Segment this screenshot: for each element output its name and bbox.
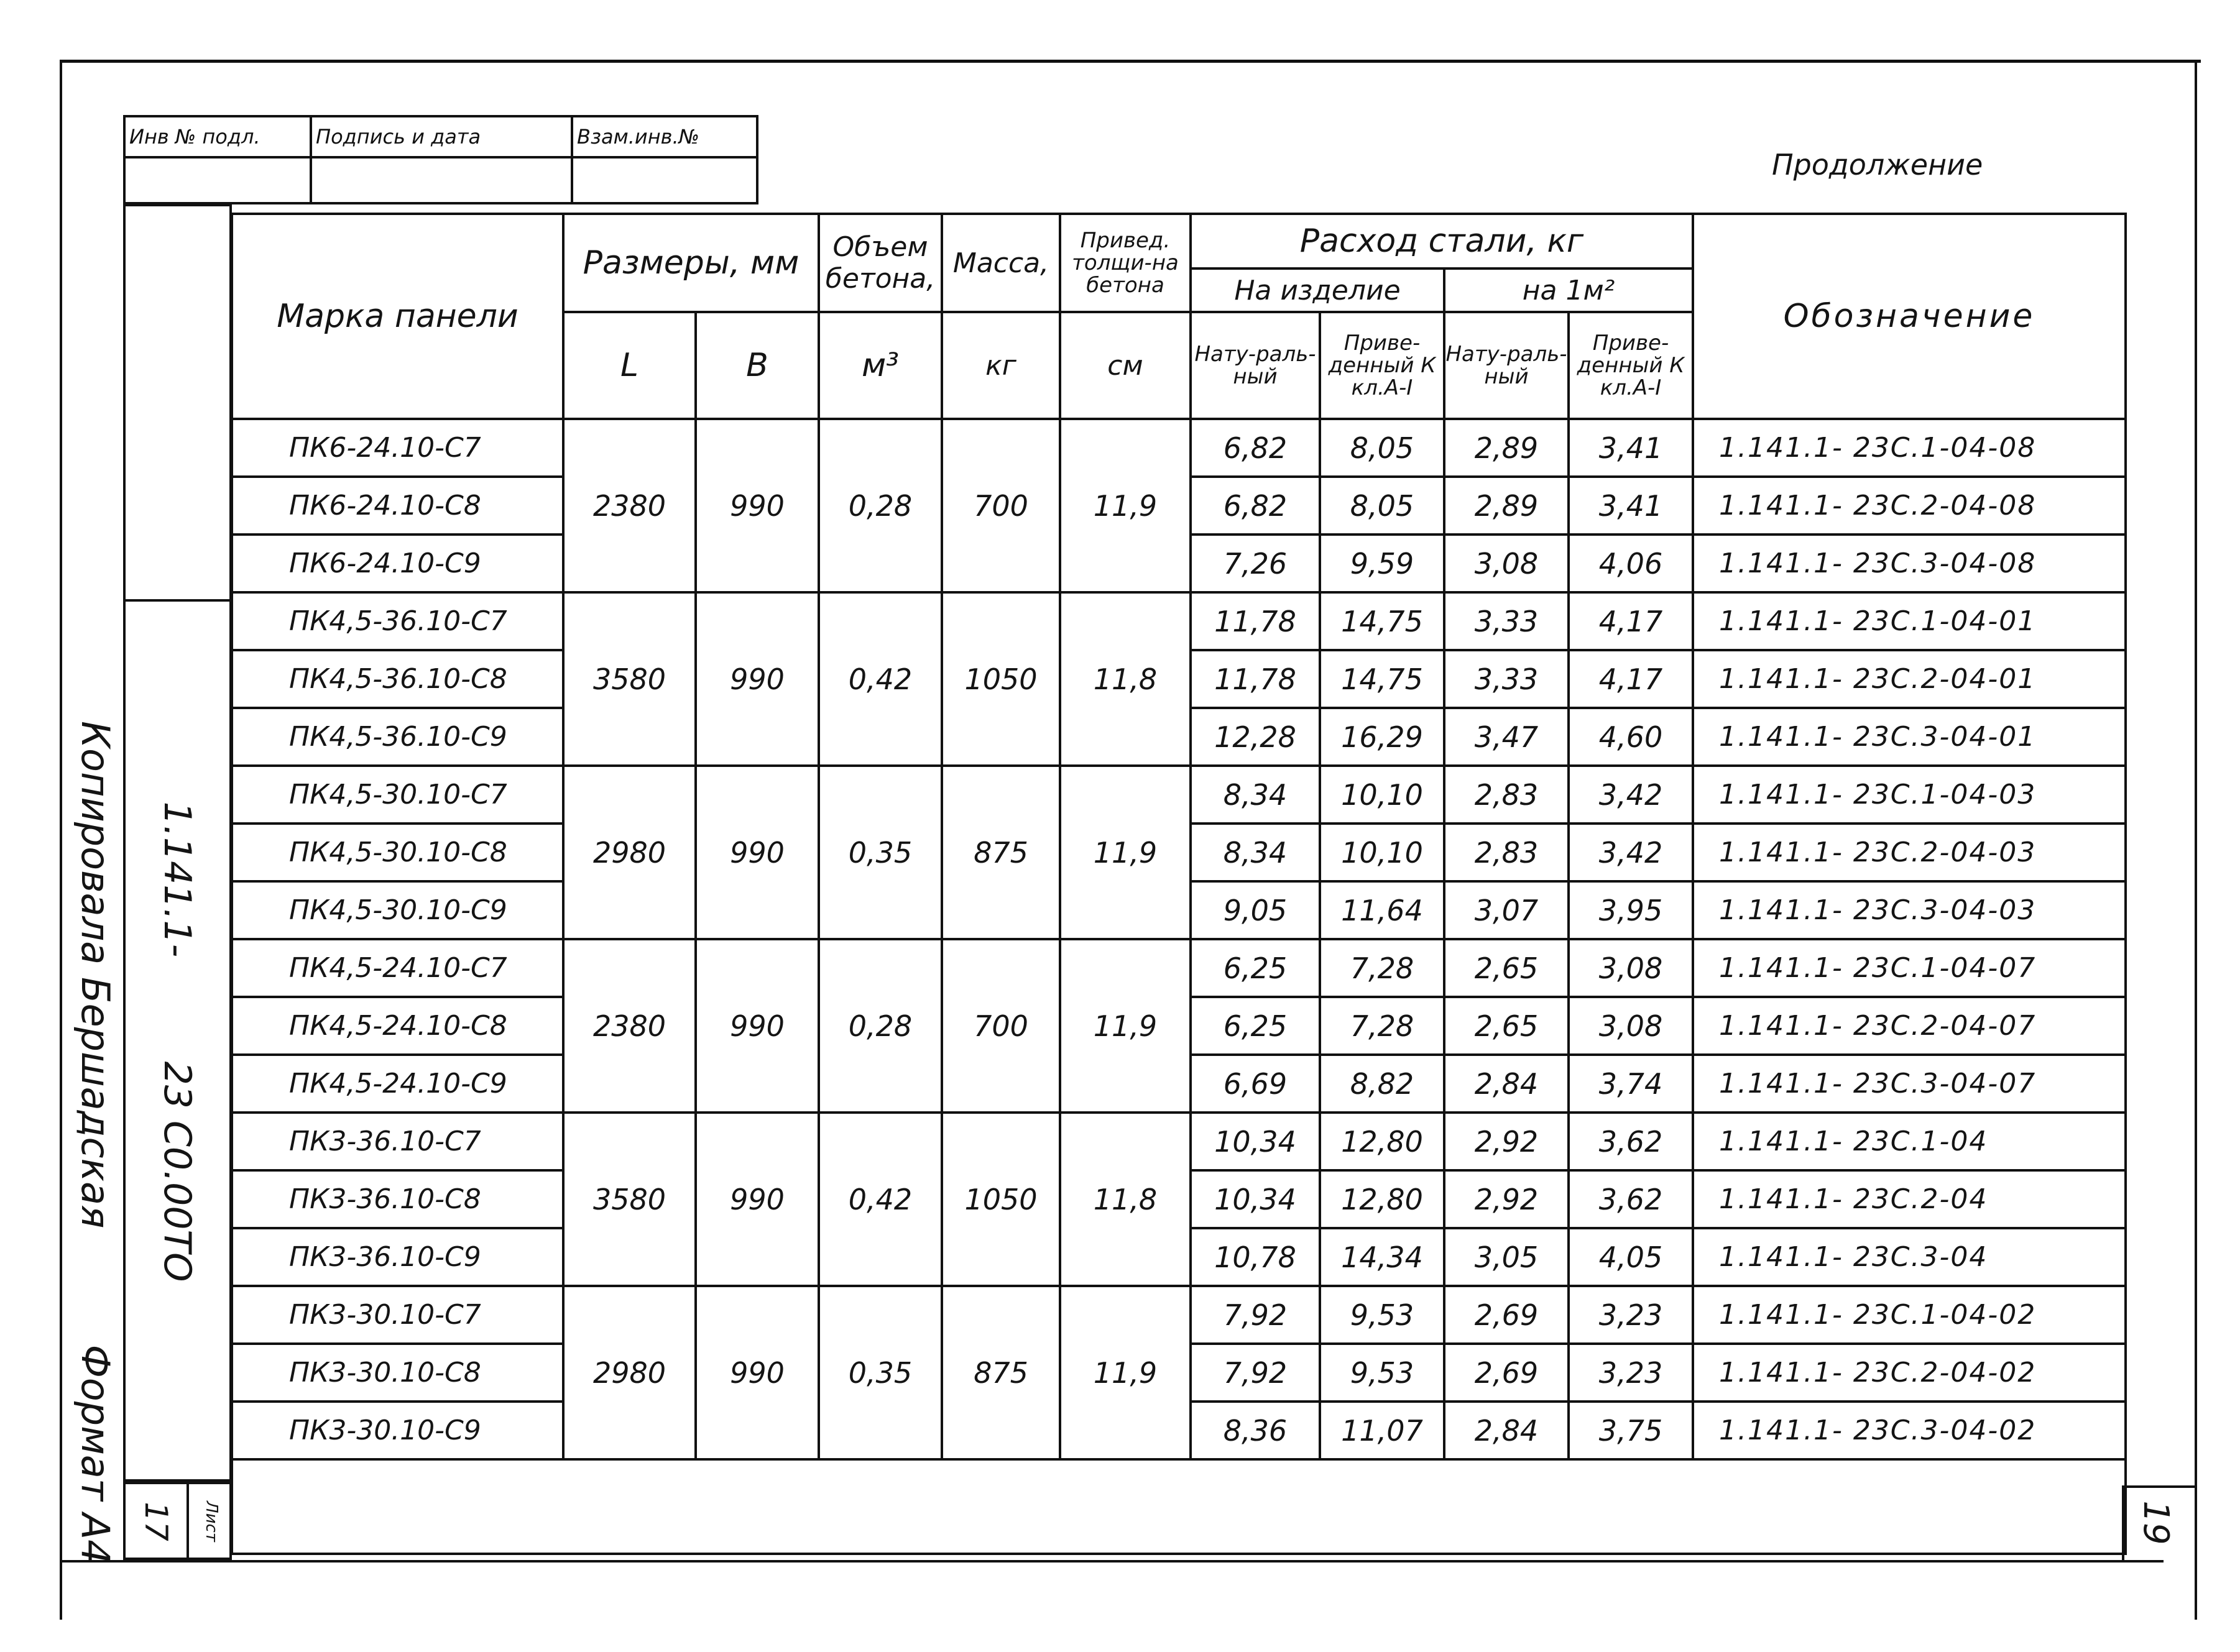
row-natural-m2: 2,83	[1444, 824, 1569, 881]
row-mark: ПК4,5-24.10-С8	[232, 997, 563, 1055]
row-mark: ПК6-24.10-С9	[232, 535, 563, 592]
copied-by-label: Копировала Бершадская	[73, 721, 118, 1229]
row-reduced-item: 12,80	[1320, 1113, 1444, 1170]
group-thickness: 11,8	[1060, 1113, 1191, 1286]
row-reduced-item: 12,80	[1320, 1170, 1444, 1228]
row-designation: 1.141.1- 23С.1-04	[1693, 1113, 2126, 1170]
row-mark: ПК3-30.10-С8	[232, 1344, 563, 1402]
row-reduced-item: 8,05	[1320, 477, 1444, 535]
row-designation: 1.141.1- 23С.2-04-01	[1693, 650, 2126, 708]
group-thickness: 11,9	[1060, 939, 1191, 1113]
row-natural-item: 6,82	[1191, 477, 1320, 535]
row-natural-m2: 2,83	[1444, 766, 1569, 824]
group-b: 990	[696, 1113, 819, 1286]
row-designation: 1.141.1- 23С.3-04-08	[1693, 535, 2126, 592]
row-reduced-item: 14,34	[1320, 1228, 1444, 1286]
header-natural-m2: Нату-раль-ный	[1444, 312, 1569, 419]
header-size-b: В	[696, 312, 819, 419]
row-mark: ПК4,5-24.10-С7	[232, 939, 563, 997]
row-mark: ПК3-30.10-С9	[232, 1402, 563, 1459]
row-reduced-m2: 4,05	[1569, 1228, 1693, 1286]
group-mass: 700	[942, 419, 1060, 592]
side-code-top: 1.141.1-	[155, 801, 199, 958]
group-mass: 875	[942, 1286, 1060, 1459]
group-mass: 1050	[942, 1113, 1060, 1286]
row-mark: ПК6-24.10-С7	[232, 419, 563, 477]
row-natural-item: 6,25	[1191, 939, 1320, 997]
row-reduced-m2: 3,41	[1569, 477, 1693, 535]
row-natural-item: 8,34	[1191, 766, 1320, 824]
row-natural-item: 7,26	[1191, 535, 1320, 592]
stamp-vzam-label: Взам.инв.№	[572, 116, 757, 157]
group-l: 3580	[563, 1113, 696, 1286]
row-natural-item: 6,25	[1191, 997, 1320, 1055]
row-natural-m2: 2,92	[1444, 1113, 1569, 1170]
row-natural-item: 10,34	[1191, 1170, 1320, 1228]
row-natural-item: 11,78	[1191, 592, 1320, 650]
row-reduced-m2: 3,08	[1569, 997, 1693, 1055]
row-mark: ПК4,5-30.10-С8	[232, 824, 563, 881]
row-reduced-m2: 3,62	[1569, 1113, 1693, 1170]
row-designation: 1.141.1- 23С.3-04-02	[1693, 1402, 2126, 1459]
header-designation: Обозначение	[1693, 214, 2126, 419]
stamp-table	[123, 115, 758, 204]
row-natural-item: 8,34	[1191, 824, 1320, 881]
header-steel: Расход стали, кг	[1191, 214, 1693, 268]
row-reduced-m2: 3,42	[1569, 824, 1693, 881]
group-volume: 0,42	[819, 592, 942, 766]
group-b: 990	[696, 419, 819, 592]
group-b: 990	[696, 1286, 819, 1459]
row-reduced-m2: 3,95	[1569, 881, 1693, 939]
group-b: 990	[696, 939, 819, 1113]
row-natural-item: 12,28	[1191, 708, 1320, 766]
header-volume: Объем бетона,	[819, 214, 942, 312]
header-thickness: Привед. толщи-на бетона	[1060, 214, 1191, 312]
group-l: 2380	[563, 419, 696, 592]
row-designation: 1.141.1- 23С.2-04-03	[1693, 824, 2126, 881]
group-b: 990	[696, 766, 819, 939]
side-code-bottom: 23 С0.00ТО	[155, 1061, 199, 1282]
row-reduced-m2: 4,17	[1569, 650, 1693, 708]
row-natural-m2: 2,65	[1444, 997, 1569, 1055]
row-designation: 1.141.1- 23С.3-04-07	[1693, 1055, 2126, 1113]
group-l: 2980	[563, 1286, 696, 1459]
row-reduced-item: 10,10	[1320, 824, 1444, 881]
header-mass-unit: кг	[942, 312, 1060, 419]
row-natural-m2: 2,92	[1444, 1170, 1569, 1228]
header-per-item: На изделие	[1191, 268, 1444, 312]
row-mark: ПК4,5-36.10-С7	[232, 592, 563, 650]
row-natural-m2: 3,33	[1444, 592, 1569, 650]
row-natural-item: 7,92	[1191, 1344, 1320, 1402]
row-natural-m2: 3,33	[1444, 650, 1569, 708]
header-mass: Масса,	[942, 214, 1060, 312]
row-natural-item: 6,69	[1191, 1055, 1320, 1113]
row-designation: 1.141.1- 23С.1-04-08	[1693, 419, 2126, 477]
group-volume: 0,35	[819, 1286, 942, 1459]
continuation-label: Продолжение	[1772, 148, 1983, 181]
header-per-m2: на 1м²	[1444, 268, 1693, 312]
row-mark: ПК4,5-30.10-С9	[232, 881, 563, 939]
header-reduced-item: Приве-денный К кл.А-I	[1320, 312, 1444, 419]
row-reduced-item: 14,75	[1320, 592, 1444, 650]
row-natural-item: 10,78	[1191, 1228, 1320, 1286]
group-volume: 0,42	[819, 1113, 942, 1286]
header-mark: Марка панели	[232, 214, 563, 419]
group-volume: 0,28	[819, 939, 942, 1113]
row-reduced-item: 11,07	[1320, 1402, 1444, 1459]
row-natural-m2: 2,89	[1444, 419, 1569, 477]
row-reduced-item: 8,82	[1320, 1055, 1444, 1113]
stamp-inv-label: Инв № подл.	[124, 116, 311, 157]
row-reduced-item: 11,64	[1320, 881, 1444, 939]
row-reduced-m2: 4,06	[1569, 535, 1693, 592]
panel-table	[231, 213, 2127, 1555]
row-reduced-item: 9,53	[1320, 1286, 1444, 1344]
group-thickness: 11,9	[1060, 766, 1191, 939]
row-reduced-item: 9,53	[1320, 1344, 1444, 1402]
row-mark: ПК3-36.10-С9	[232, 1228, 563, 1286]
group-mass: 700	[942, 939, 1060, 1113]
row-reduced-item: 8,05	[1320, 419, 1444, 477]
row-reduced-item: 9,59	[1320, 535, 1444, 592]
row-reduced-m2: 3,42	[1569, 766, 1693, 824]
row-mark: ПК3-36.10-С7	[232, 1113, 563, 1170]
group-mass: 875	[942, 766, 1060, 939]
row-designation: 1.141.1- 23С.1-04-02	[1693, 1286, 2126, 1344]
group-thickness: 11,8	[1060, 592, 1191, 766]
group-b: 990	[696, 592, 819, 766]
row-reduced-m2: 3,62	[1569, 1170, 1693, 1228]
row-designation: 1.141.1- 23С.2-04-08	[1693, 477, 2126, 535]
row-designation: 1.141.1- 23С.1-04-07	[1693, 939, 2126, 997]
row-natural-item: 7,92	[1191, 1286, 1320, 1344]
header-volume-unit: м³	[819, 312, 942, 419]
row-designation: 1.141.1- 23С.2-04	[1693, 1170, 2126, 1228]
empty-bottom-row	[232, 1459, 2126, 1554]
row-mark: ПК4,5-30.10-С7	[232, 766, 563, 824]
row-natural-m2: 3,05	[1444, 1228, 1569, 1286]
row-reduced-m2: 4,60	[1569, 708, 1693, 766]
row-designation: 1.141.1- 23С.3-04-03	[1693, 881, 2126, 939]
row-reduced-m2: 4,17	[1569, 592, 1693, 650]
group-volume: 0,28	[819, 419, 942, 592]
row-reduced-item: 14,75	[1320, 650, 1444, 708]
row-natural-item: 6,82	[1191, 419, 1320, 477]
row-natural-m2: 3,47	[1444, 708, 1569, 766]
row-designation: 1.141.1- 23С.1-04-01	[1693, 592, 2126, 650]
row-reduced-m2: 3,74	[1569, 1055, 1693, 1113]
group-thickness: 11,9	[1060, 1286, 1191, 1459]
stamp-vzam-cell	[572, 157, 757, 203]
group-volume: 0,35	[819, 766, 942, 939]
row-natural-m2: 2,89	[1444, 477, 1569, 535]
row-natural-m2: 2,69	[1444, 1344, 1569, 1402]
row-reduced-item: 7,28	[1320, 997, 1444, 1055]
sheet-label: Лист	[202, 1501, 221, 1542]
format-label: Формат А4	[73, 1344, 118, 1564]
row-mark: ПК6-24.10-С8	[232, 477, 563, 535]
row-reduced-m2: 3,75	[1569, 1402, 1693, 1459]
row-reduced-m2: 3,23	[1569, 1286, 1693, 1344]
frame-bottom-line	[62, 1560, 2164, 1563]
row-reduced-item: 7,28	[1320, 939, 1444, 997]
row-natural-m2: 2,84	[1444, 1055, 1569, 1113]
row-designation: 1.141.1- 23С.1-04-03	[1693, 766, 2126, 824]
stamp-sign-cell	[311, 157, 572, 203]
row-natural-item: 8,36	[1191, 1402, 1320, 1459]
row-natural-m2: 2,65	[1444, 939, 1569, 997]
group-l: 2980	[563, 766, 696, 939]
row-natural-m2: 3,07	[1444, 881, 1569, 939]
sheet-divider	[187, 1482, 189, 1560]
row-natural-item: 9,05	[1191, 881, 1320, 939]
row-natural-m2: 2,69	[1444, 1286, 1569, 1344]
header-natural-item: Нату-раль-ный	[1191, 312, 1320, 419]
row-reduced-m2: 3,08	[1569, 939, 1693, 997]
frame-right-line	[2195, 60, 2197, 1620]
frame-left-line	[60, 60, 62, 1620]
row-designation: 1.141.1- 23С.2-04-07	[1693, 997, 2126, 1055]
row-reduced-m2: 3,23	[1569, 1344, 1693, 1402]
group-l: 2380	[563, 939, 696, 1113]
row-natural-m2: 3,08	[1444, 535, 1569, 592]
header-sizes: Размеры, мм	[563, 214, 819, 312]
header-thickness-unit: см	[1060, 312, 1191, 419]
stamp-inv-cell	[124, 157, 311, 203]
sheet-number: 17	[138, 1502, 174, 1541]
stamp-sign-label: Подпись и дата	[311, 116, 572, 157]
row-designation: 1.141.1- 23С.2-04-02	[1693, 1344, 2126, 1402]
row-reduced-m2: 3,41	[1569, 419, 1693, 477]
page-number: 19	[2136, 1500, 2176, 1545]
row-mark: ПК4,5-24.10-С9	[232, 1055, 563, 1113]
header-reduced-m2: Приве-денный К кл.А-I	[1569, 312, 1693, 419]
frame-top-line	[60, 60, 2201, 63]
row-mark: ПК3-30.10-С7	[232, 1286, 563, 1344]
group-mass: 1050	[942, 592, 1060, 766]
group-l: 3580	[563, 592, 696, 766]
row-mark: ПК4,5-36.10-С8	[232, 650, 563, 708]
header-size-l: L	[563, 312, 696, 419]
row-designation: 1.141.1- 23С.3-04	[1693, 1228, 2126, 1286]
row-designation: 1.141.1- 23С.3-04-01	[1693, 708, 2126, 766]
row-mark: ПК3-36.10-С8	[232, 1170, 563, 1228]
side-code-box-top	[123, 204, 232, 602]
row-natural-item: 10,34	[1191, 1113, 1320, 1170]
row-natural-m2: 2,84	[1444, 1402, 1569, 1459]
row-mark: ПК4,5-36.10-С9	[232, 708, 563, 766]
row-reduced-item: 16,29	[1320, 708, 1444, 766]
row-reduced-item: 10,10	[1320, 766, 1444, 824]
row-natural-item: 11,78	[1191, 650, 1320, 708]
group-thickness: 11,9	[1060, 419, 1191, 592]
